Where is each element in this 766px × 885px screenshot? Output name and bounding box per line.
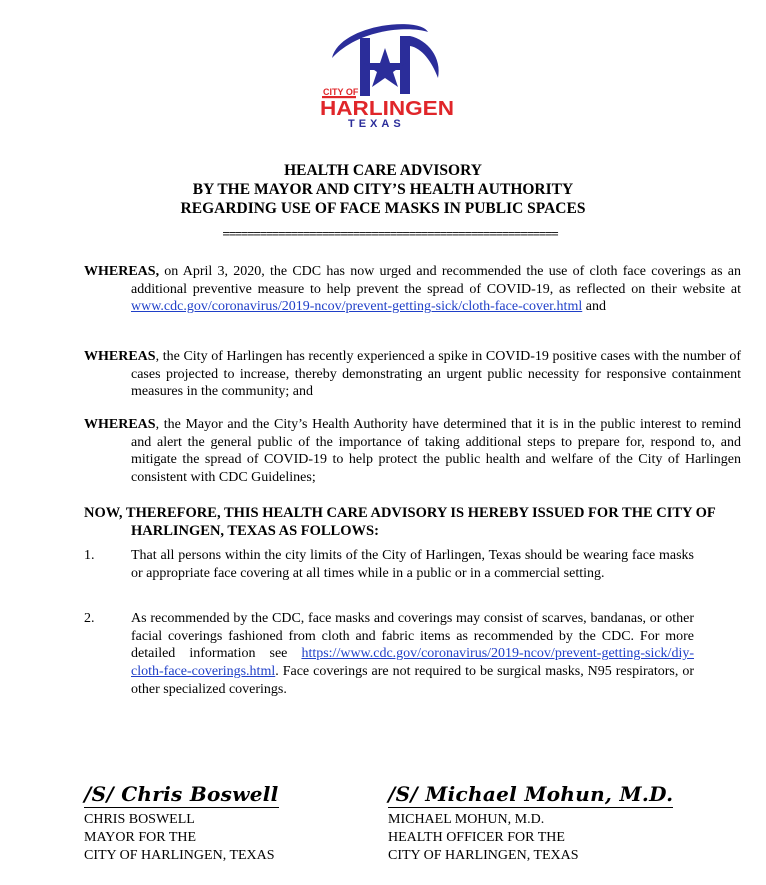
harlingen-logo-icon bbox=[310, 18, 460, 130]
whereas-label: WHEREAS bbox=[84, 349, 156, 364]
city-logo bbox=[310, 18, 460, 130]
signature-block-mayor bbox=[84, 782, 279, 865]
whereas-clause-1 bbox=[84, 263, 741, 316]
title-line-1: HEALTH CARE ADVISORY bbox=[284, 162, 482, 179]
whereas-label: WHEREAS, bbox=[84, 264, 160, 279]
cdc-cloth-face-cover-link[interactable]: www.cdc.gov/coronavirus/2019-ncov/prevent-getting-sick/cloth-face-cover.html bbox=[131, 299, 583, 315]
whereas-text: , the Mayor and the City’s Health Authority have determined that it is in the public interest to remind and alert the general public of the importance of taking additional steps to prepare for, respond to, and mitigate the spread of COVID-19 to help protect the public health and welfare of the City of Harlingen consistent with CDC Guidelines; bbox=[131, 417, 741, 486]
title-rule: ====================================================== bbox=[222, 227, 558, 241]
whereas-text: on April 3, 2020, the CDC has now urged and recommended the use of cloth face coverings as an additional preventive measure to help prevent the spread of COVID-19, as reflected on their website at bbox=[131, 264, 741, 297]
advisory-item-2 bbox=[84, 610, 694, 699]
title-line-3: REGARDING USE OF FACE MASKS IN PUBLIC SPACES bbox=[180, 200, 586, 217]
signer-title: MAYOR FOR THE bbox=[84, 830, 197, 845]
cdc-diy-cloth-face-coverings-link[interactable]: https://www.cdc.gov/coronavirus/2019-ncov/prevent-getting-sick/diy-cloth-face-coverings.html bbox=[131, 646, 694, 680]
now-therefore-heading: NOW, THEREFORE, THIS HEALTH CARE ADVISORY IS HEREBY ISSUED FOR THE CITY OF HARLINGEN, TEXAS AS FOLLOWS: bbox=[84, 505, 716, 539]
health-officer-signature: /S/ Michael Mohun, M.D. bbox=[388, 782, 674, 806]
signer-name: CHRIS BOSWELL bbox=[84, 812, 195, 827]
item-text-start: As recommended by the CDC, face masks and coverings may consist of scarves, bandanas, or other facial coverings fashioned from cloth and fabric items as recommended by the CDC. For more detailed information see bbox=[131, 611, 694, 662]
item-text bbox=[131, 610, 694, 699]
logo-city-name: HARLINGEN bbox=[320, 98, 454, 120]
signer-organization: CITY OF HARLINGEN, TEXAS bbox=[388, 848, 579, 863]
whereas-text-end: and bbox=[582, 299, 606, 315]
signature-block-health-officer bbox=[388, 782, 673, 865]
whereas-label: WHEREAS bbox=[84, 417, 156, 432]
whereas-clause-2 bbox=[84, 348, 741, 401]
whereas-clause-3 bbox=[84, 416, 741, 487]
advisory-item-1 bbox=[84, 547, 694, 582]
signer-title: HEALTH OFFICER FOR THE bbox=[388, 830, 565, 845]
whereas-text: , the City of Harlingen has recently experienced a spike in COVID-19 positive cases with the number of cases projected to increase, thereby demonstrating an urgent public necessity for responsive containment measures in the community; and bbox=[131, 349, 741, 400]
advisory-title bbox=[0, 161, 766, 218]
mayor-signature: /S/ Chris Boswell bbox=[84, 782, 279, 806]
title-line-2: BY THE MAYOR AND CITY’S HEALTH AUTHORITY bbox=[192, 181, 574, 198]
item-text-end: . Face coverings are not required to be surgical masks, N95 respirators, or other specialized coverings. bbox=[131, 664, 694, 697]
item-number: 2. bbox=[84, 611, 95, 626]
item-text: That all persons within the city limits of the City of Harlingen, Texas should be wearing face masks or appropriate face covering at all times while in a public or in a commercial setting. bbox=[131, 548, 694, 581]
signer-name: MICHAEL MOHUN, M.D. bbox=[388, 812, 545, 827]
logo-city-of: CITY OF bbox=[323, 87, 359, 97]
logo-state: TEXAS bbox=[348, 118, 405, 130]
item-number: 1. bbox=[84, 548, 95, 563]
signer-organization: CITY OF HARLINGEN, TEXAS bbox=[84, 848, 275, 863]
